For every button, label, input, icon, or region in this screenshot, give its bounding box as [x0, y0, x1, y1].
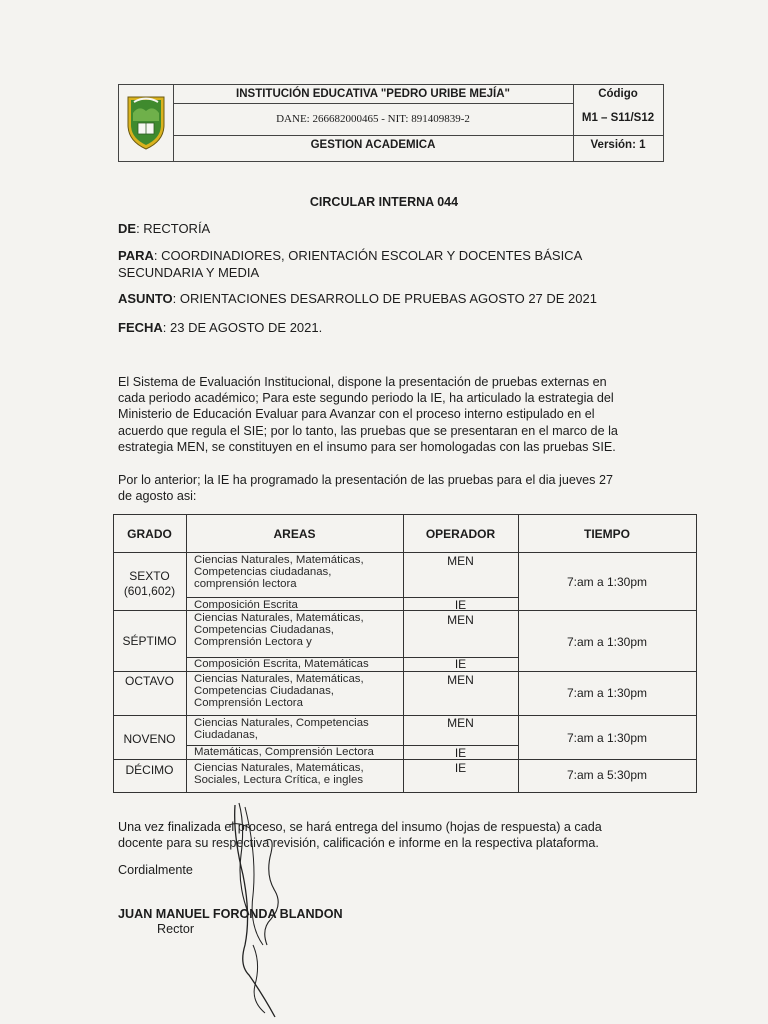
table-border [696, 514, 697, 793]
paragraph-line: El Sistema de Evaluación Institucional, dispone la presentación de pruebas externas en [118, 375, 607, 389]
subject-line [118, 291, 597, 307]
area-line: Ciencias Naturales, Matemáticas, [194, 673, 364, 685]
table-border [113, 792, 697, 793]
paragraph-line: acuerdo que regula el SIE; por lo tanto, las pruebas que se presentaran en el marco de la [118, 423, 618, 438]
area-line: Comprensión Lectora [194, 697, 303, 710]
subject-label: ASUNTO [118, 291, 173, 306]
logo-cell [119, 85, 174, 161]
time-slot: 7:am a 5:30pm [566, 768, 648, 782]
operator-ie: IE [454, 598, 467, 612]
table-row-areas-ie: Composición Escrita [194, 599, 298, 611]
dane-nit: DANE: 266682000465 - NIT: 891409839-2 [276, 113, 470, 125]
area-line: Ciencias Naturales, Competencias [194, 717, 369, 729]
header-middle [173, 85, 574, 161]
table-row-grade [113, 569, 186, 599]
header-right [573, 85, 663, 161]
paragraph-line: Por lo anterior; la IE ha programado la presentación de las pruebas para el dia jueves 27 [118, 473, 613, 487]
area-line: Sociales, Lectura Crítica, e ingles [194, 774, 364, 787]
greeting: Cordialmente [118, 863, 193, 877]
table-border [113, 552, 697, 553]
operator-ie: IE [454, 746, 467, 760]
paragraph-intro [118, 374, 664, 455]
signer-name: JUAN MANUEL FORONDA BLANDON [118, 907, 343, 921]
paragraph-line: docente para su respectiva revisión, calificación e informe en la respectiva plataforma. [118, 836, 599, 851]
from-value: : RECTORÍA [136, 221, 211, 236]
operator-men: MEN [447, 554, 474, 568]
operator-ie: IE [454, 657, 467, 671]
time-slot: 7:am a 1:30pm [566, 731, 648, 745]
table-border [113, 514, 697, 515]
document-header [118, 84, 664, 162]
paragraph-line: Ministerio de Educación Evaluar para Avanzar con el proceso interno estipulado en el [118, 407, 595, 422]
to-line-2: SECUNDARIA Y MEDIA [118, 265, 260, 280]
operator-men: MEN [447, 613, 474, 627]
header-divider [573, 135, 663, 136]
table-row-areas-ie: Matemáticas, Comprensión Lectora [194, 746, 374, 758]
table-row-areas [194, 554, 401, 591]
code-label: Código [598, 88, 638, 100]
area-line: Competencias Ciudadanas, [194, 624, 334, 637]
institution-shield-logo [119, 85, 173, 161]
paragraph-line: de agosto asi: [118, 489, 197, 504]
table-border [113, 671, 697, 672]
area-line: Ciencias Naturales, Matemáticas, [194, 762, 364, 774]
col-header-grado: GRADO [127, 527, 172, 541]
col-header-operador: OPERADOR [425, 527, 496, 541]
area-line: Comprensión Lectora y [194, 636, 312, 649]
date-value: : 23 DE AGOSTO DE 2021. [162, 320, 323, 335]
time-slot: 7:am a 1:30pm [566, 635, 648, 649]
from-line [118, 221, 210, 237]
table-row-areas [194, 717, 401, 741]
circular-title: CIRCULAR INTERNA 044 [309, 195, 459, 209]
paragraph-line: Una vez finalizada el proceso, se hará entrega del insumo (hojas de respuesta) a cada [118, 820, 602, 834]
table-border [518, 514, 519, 793]
area-line: comprensión lectora [194, 578, 297, 591]
paragraph-line: cada periodo académico; Para este segundo periodo la IE, ha articulado la estrategia del [118, 391, 614, 406]
col-header-areas: AREAS [273, 527, 316, 541]
operator-ie: IE [454, 761, 467, 775]
date-line [118, 320, 322, 336]
subject-value: : ORIENTACIONES DESARROLLO DE PRUEBAS AGOSTO 27 DE 2021 [172, 291, 597, 306]
operator-men: MEN [447, 716, 474, 730]
signer-role: Rector [157, 922, 195, 936]
to-line [118, 248, 582, 264]
grade-name: SÉPTIMO [122, 634, 177, 648]
paragraph-schedule [118, 472, 664, 504]
date-label: FECHA [118, 320, 163, 335]
table-border [113, 514, 114, 793]
table-row-areas [194, 762, 401, 786]
area-line: Competencias ciudadanas, [194, 566, 332, 579]
paragraph-line: estrategia MEN, se constituyen en el insumo para ser homologadas con las pruebas SIE. [118, 439, 616, 454]
handwritten-signature [205, 795, 315, 1023]
code-value: M1 – S11/S12 [581, 112, 655, 124]
grade-name: DÉCIMO [125, 763, 174, 777]
from-label: DE [118, 221, 137, 236]
area-line: Ciencias Naturales, Matemáticas, [194, 554, 364, 566]
version: Versión: 1 [590, 139, 646, 151]
operator-men: MEN [447, 673, 474, 687]
area-line: Competencias Ciudadanas, [194, 685, 334, 698]
schedule-table [113, 514, 697, 794]
to-label: PARA [118, 248, 154, 263]
grade-name: NOVENO [123, 732, 176, 746]
header-divider [173, 103, 573, 104]
institution-name: INSTITUCIÓN EDUCATIVA "PEDRO URIBE MEJÍA" [236, 88, 510, 100]
grade-name: SEXTO [129, 569, 170, 583]
time-slot: 7:am a 1:30pm [566, 686, 648, 700]
area-line: Ciudadanas, [194, 729, 258, 742]
header-divider [173, 135, 573, 136]
grade-name: OCTAVO [125, 674, 174, 688]
table-border [186, 514, 187, 793]
paragraph-closing [118, 819, 664, 851]
table-row-areas-ie: Composición Escrita, Matemáticas [194, 658, 369, 670]
grade-groups: (601,602) [123, 584, 176, 598]
area-line: Ciencias Naturales, Matemáticas, [194, 612, 364, 624]
management-area: GESTION ACADEMICA [310, 139, 436, 151]
time-slot: 7:am a 1:30pm [566, 575, 648, 589]
col-header-tiempo: TIEMPO [583, 527, 630, 541]
table-row-areas [194, 673, 401, 710]
to-value: : COORDINADIORES, ORIENTACIÓN ESCOLAR Y DOCENTES BÁSICA [153, 248, 583, 263]
table-row-areas [194, 612, 401, 649]
